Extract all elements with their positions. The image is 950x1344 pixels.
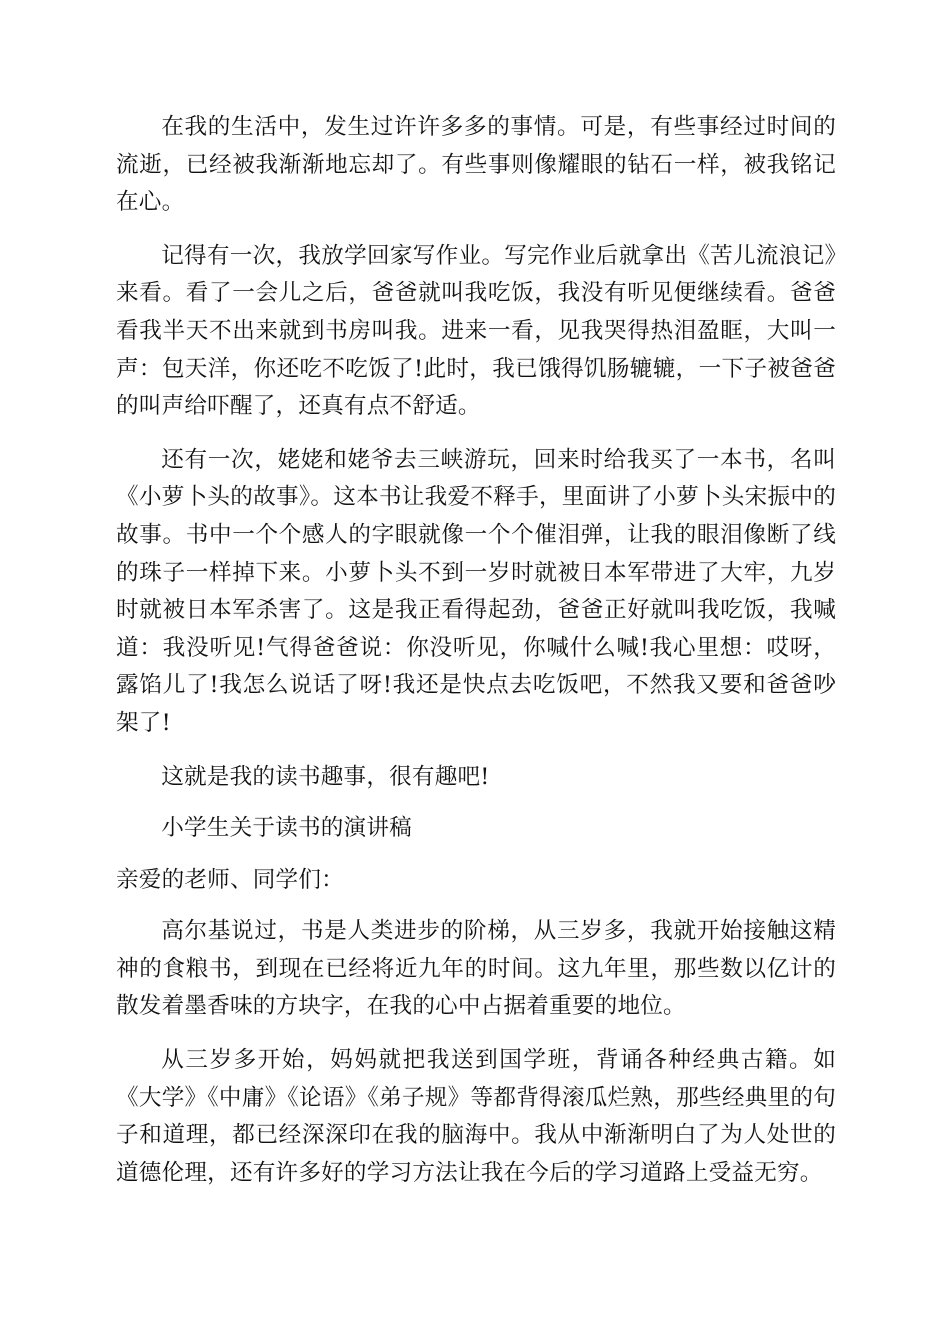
paragraph-story-one: 记得有一次，我放学回家写作业。写完作业后就拿出《苦儿流浪记》来看。看了一会儿之后，爸爸就叫我吃饭，我没有听见便继续看。爸爸看我半天不出来就到书房叫我。进来一看，见我哭得热泪盈眶，大叫一声：包天洋，你还吃不吃饭了!此时，我已饿得饥肠辘辘，一下子被爸爸的叫声给吓醒了，还真有点不舒适。 bbox=[116, 242, 836, 420]
paragraph-conclusion: 这就是我的读书趣事，很有趣吧! bbox=[161, 763, 490, 790]
paragraph-intro: 在我的生活中，发生过许许多多的事情。可是，有些事经过时间的流逝，已经被我渐渐地忘却了。有些事则像耀眼的钻石一样，被我铭记在心。 bbox=[116, 114, 836, 216]
section-heading: 小学生关于读书的演讲稿 bbox=[161, 815, 412, 842]
paragraph-speech-one: 高尔基说过，书是人类进步的阶梯，从三岁多，我就开始接触这精神的食粮书，到现在已经将近九年的时间。这九年里，那些数以亿计的散发着墨香味的方块字，在我的心中占据着重要的地位。 bbox=[116, 918, 836, 1020]
document-body bbox=[116, 109, 836, 1208]
paragraph-story-two: 还有一次，姥姥和姥爷去三峡游玩，回来时给我买了一本书，名叫《小萝卜头的故事》。这本书让我爱不释手，里面讲了小萝卜头宋振中的故事。书中一个个感人的字眼就像一个个催泪弹，让我的眼泪像断了线的珠子一样掉下来。小萝卜头不到一岁时就被日本军带进了大牢，九岁时就被日本军杀害了。这是我正看得起劲，爸爸正好就叫我吃饭，我喊道：我没听见!气得爸爸说：你没听见，你喊什么喊!我心里想：哎呀，露馅儿了!我怎么说话了呀!我还是快点去吃饭吧，不然我又要和爸爸吵架了! bbox=[116, 446, 836, 736]
salutation: 亲爱的老师、同学们： bbox=[116, 866, 344, 893]
paragraph-speech-two: 从三岁多开始，妈妈就把我送到国学班，背诵各种经典古籍。如《大学》《中庸》《论语》《弟子规》等都背得滚瓜烂熟，那些经典里的句子和道理，都已经深深印在我的脑海中。我从中渐渐明白了为人处世的道德伦理，还有许多好的学习方法让我在今后的学习道路上受益无穷。 bbox=[116, 1047, 836, 1186]
